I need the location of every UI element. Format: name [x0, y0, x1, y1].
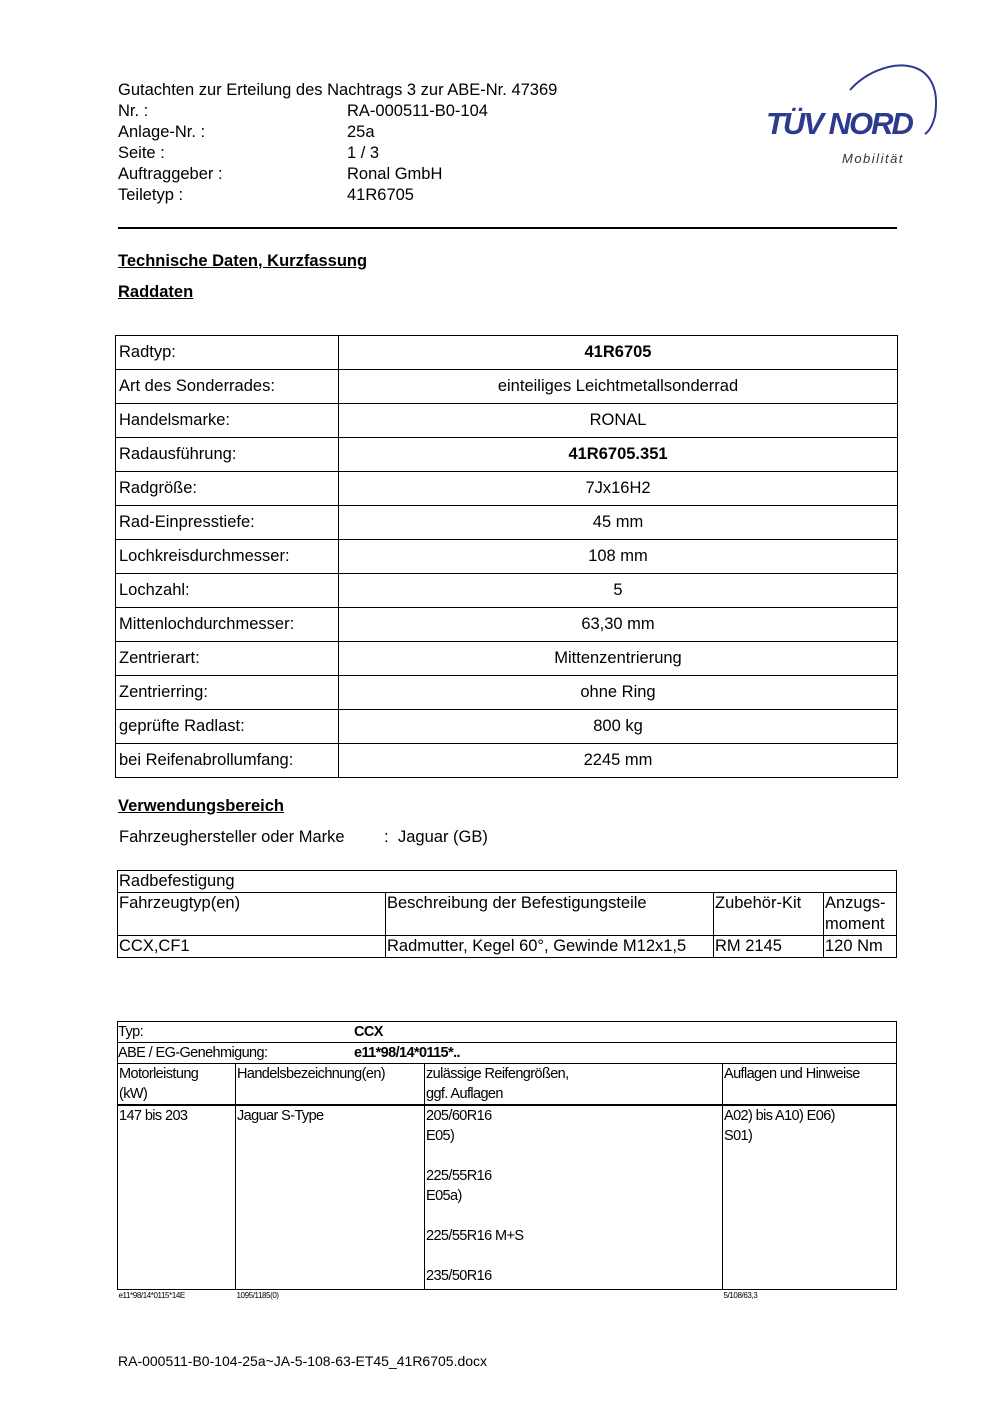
header-value: 25a [347, 123, 375, 141]
header-row [118, 143, 557, 164]
hersteller-line [119, 828, 488, 847]
table-row [118, 1064, 897, 1106]
raddaten-label: Handelsmarke: [116, 404, 339, 438]
raddaten-label: Zentrierart: [116, 642, 339, 676]
raddaten-value: 63,30 mm [339, 608, 898, 642]
header-row [118, 164, 557, 185]
handelsbezeichnung-cell: Jaguar S-Type [236, 1105, 425, 1289]
table-row [116, 744, 898, 778]
header-value: 1 / 3 [347, 144, 380, 162]
header-value: RA-000511-B0-104 [347, 102, 488, 120]
raddaten-label: bei Reifenabrollumfang: [116, 744, 339, 778]
raddaten-label: Lochzahl: [116, 574, 339, 608]
radbefestigung-table [117, 870, 897, 958]
section-verwendungsbereich: Verwendungsbereich [118, 797, 284, 815]
raddaten-label: Lochkreisdurchmesser: [116, 540, 339, 574]
raddaten-label: Art des Sonderrades: [116, 370, 339, 404]
table-row [118, 936, 897, 958]
column-header: Motorleistung (kW) [118, 1064, 236, 1106]
logo-wordmark: TÜV NORD [766, 106, 912, 141]
typ-label: Typ: [118, 1024, 143, 1040]
footer-filename: RA-000511-B0-104-25a~JA-5-108-63-ET45_41R6705.docx [118, 1353, 488, 1369]
table-row [116, 472, 898, 506]
header-label: Teiletyp : [118, 186, 184, 204]
table-row [116, 574, 898, 608]
reifengroessen-cell: 205/60R16 E05) 225/55R16 E05a) 225/55R16 M+S 235/50R16 [425, 1105, 723, 1289]
raddaten-value: 41R6705 [339, 336, 898, 370]
raddaten-value: 5 [339, 574, 898, 608]
table-cell: RM 2145 [714, 936, 824, 958]
header-value: Ronal GmbH [347, 165, 443, 183]
table-row [116, 710, 898, 744]
table-row [118, 893, 897, 936]
table-cell: CCX,CF1 [118, 936, 386, 958]
document-title: Gutachten zur Erteilung des Nachtrags 3 zur ABE-Nr. 47369 [118, 81, 558, 99]
hersteller-label: Fahrzeughersteller oder Marke [119, 828, 345, 846]
column-header: zulässige Reifengrößen, ggf. Auflagen [425, 1064, 723, 1106]
column-header: Zubehör-Kit [714, 893, 824, 936]
raddaten-label: Radausführung: [116, 438, 339, 472]
table-row [116, 438, 898, 472]
header-value: 41R6705 [347, 186, 414, 204]
raddaten-value: Mittenzentrierung [339, 642, 898, 676]
column-header: Anzugs- moment [824, 893, 897, 936]
raddaten-label: Radtyp: [116, 336, 339, 370]
raddaten-table [115, 335, 898, 778]
column-header: Beschreibung der Befestigungsteile [386, 893, 714, 936]
column-header: Auflagen und Hinweise [724, 1066, 860, 1082]
raddaten-label: Radgröße: [116, 472, 339, 506]
radbefestigung-title: Radbefestigung [118, 871, 897, 893]
raddaten-label: Zentrierring: [116, 676, 339, 710]
raddaten-value: ohne Ring [339, 676, 898, 710]
raddaten-value: einteiliges Leichtmetallsonderrad [339, 370, 898, 404]
raddaten-value: 7Jx16H2 [339, 472, 898, 506]
table-cell: Radmutter, Kegel 60°, Gewinde M12x1,5 [386, 936, 714, 958]
header-label: Nr. : [118, 102, 149, 120]
section-technische-daten: Technische Daten, Kurzfassung [118, 252, 368, 270]
raddaten-value: 108 mm [339, 540, 898, 574]
small-code-3: 5/108/63,3 [723, 1290, 758, 1300]
table-row [116, 676, 898, 710]
column-header: Handelsbezeichnung(en) [236, 1064, 425, 1106]
table-row [116, 404, 898, 438]
small-code-2: 1095/1185(0) [236, 1290, 279, 1300]
table-row [116, 540, 898, 574]
motorleistung-cell: 147 bis 203 [118, 1105, 236, 1289]
hersteller-value: Jaguar (GB) [398, 828, 488, 846]
header-row [118, 101, 557, 122]
hersteller-separator: : [384, 828, 389, 846]
document-header [118, 80, 557, 206]
header-divider [118, 227, 897, 229]
tuv-nord-logo [760, 56, 940, 171]
typ-table [117, 1021, 897, 1302]
small-code-1: e11*98/14*0115*14E [118, 1290, 185, 1300]
table-row [116, 642, 898, 676]
table-row [116, 608, 898, 642]
raddaten-label: geprüfte Radlast: [116, 710, 339, 744]
column-header: Fahrzeugtyp(en) [118, 893, 386, 936]
header-label: Anlage-Nr. : [118, 123, 206, 141]
header-row [118, 122, 557, 143]
raddaten-value: 45 mm [339, 506, 898, 540]
raddaten-label: Mittenlochdurchmesser: [116, 608, 339, 642]
table-row [116, 336, 898, 370]
table-cell: 120 Nm [824, 936, 897, 958]
section-raddaten: Raddaten [118, 283, 194, 301]
raddaten-value: 2245 mm [339, 744, 898, 778]
abe-value: e11*98/14*0115*.. [354, 1045, 460, 1061]
auflagen-cell: A02) bis A10) E06) S01) [724, 1108, 835, 1144]
raddaten-value: 800 kg [339, 710, 898, 744]
header-row [118, 185, 557, 206]
table-row [116, 370, 898, 404]
header-label: Seite : [118, 144, 165, 162]
raddaten-label: Rad-Einpresstiefe: [116, 506, 339, 540]
raddaten-value: 41R6705.351 [339, 438, 898, 472]
table-row [116, 506, 898, 540]
typ-value: CCX [354, 1024, 383, 1040]
abe-label: ABE / EG-Genehmigung: [118, 1045, 268, 1061]
raddaten-value: RONAL [339, 404, 898, 438]
header-label: Auftraggeber : [118, 165, 223, 183]
logo-subtitle: Mobilität [842, 151, 904, 166]
